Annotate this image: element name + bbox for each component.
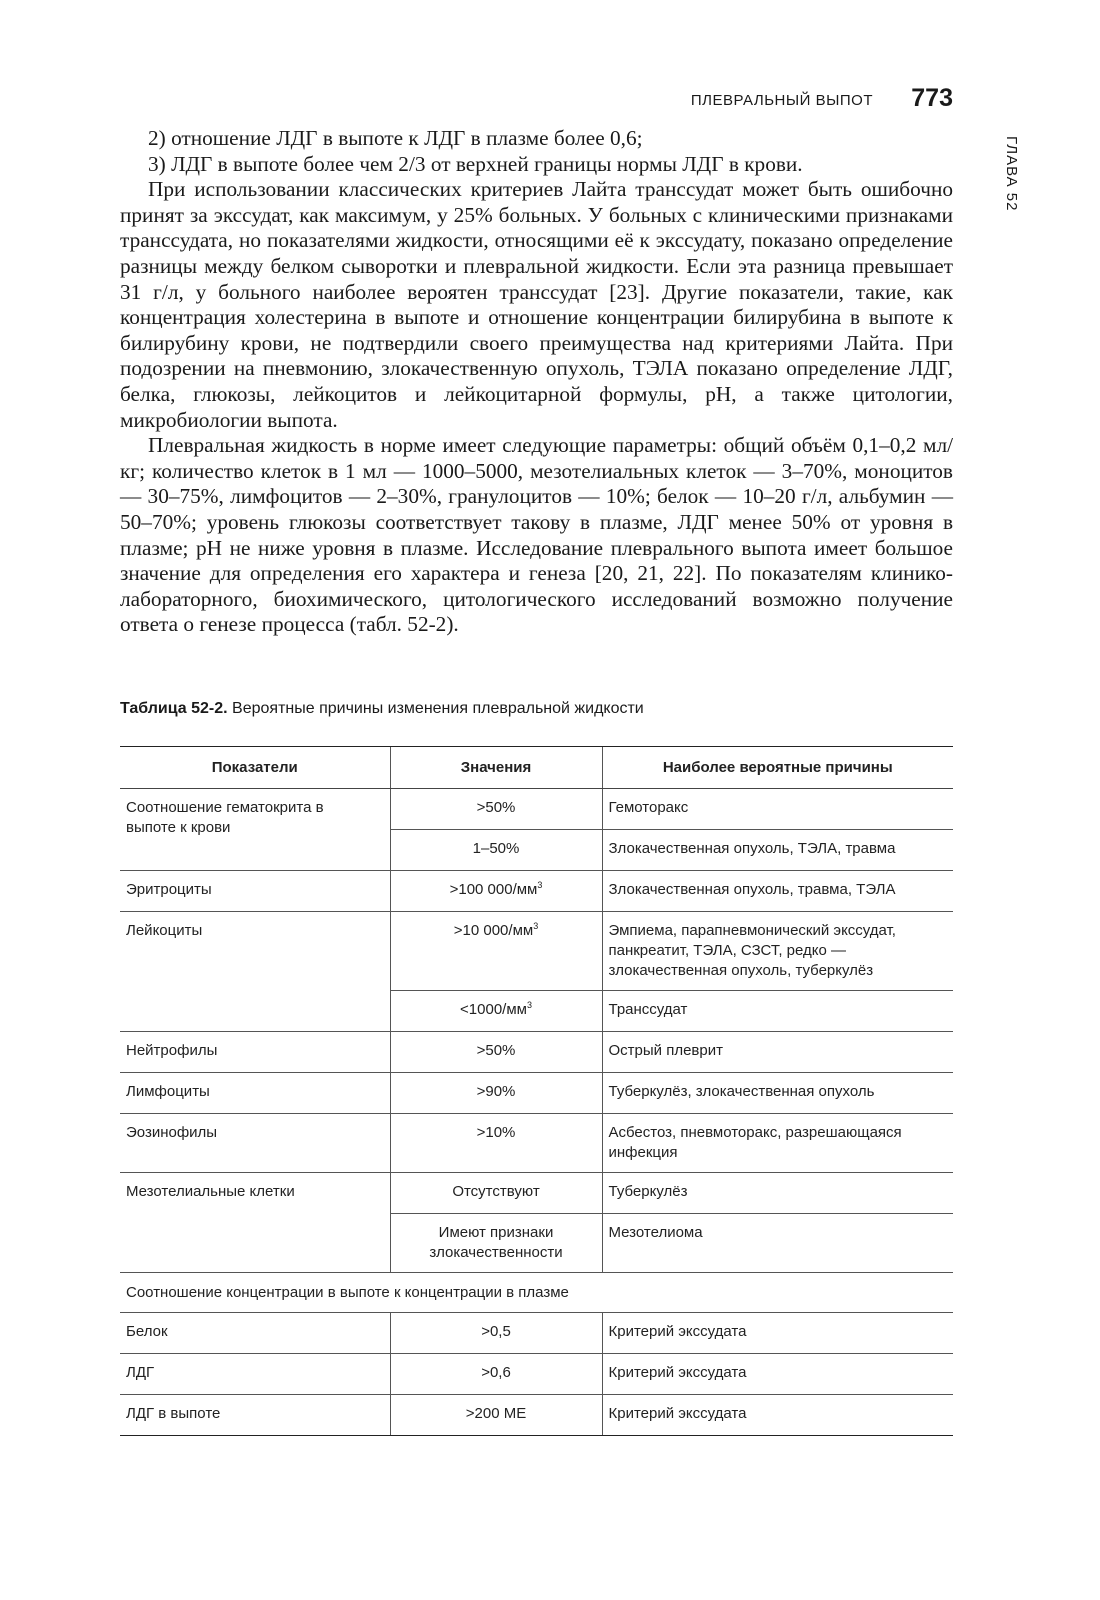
value-text: <1000/мм	[460, 1001, 527, 1018]
cell-value: 1–50%	[390, 830, 602, 871]
cell-indicator: Эритроциты	[120, 871, 390, 912]
cell-value: >200 МЕ	[390, 1395, 602, 1436]
table-row	[120, 1395, 953, 1436]
cell-cause: Асбестоз, пневмоторакс, разрешающаяся инфекция	[602, 1114, 953, 1173]
cell-cause: Гемоторакс	[602, 789, 953, 830]
table-row	[120, 1313, 953, 1354]
table-caption-text: Вероятные причины изменения плевральной жидкости	[227, 700, 644, 717]
section-heading: Соотношение концентрации в выпоте к концентрации в плазме	[120, 1273, 953, 1313]
cell-indicator: Мезотелиальные клетки	[120, 1173, 390, 1273]
cell-value: >90%	[390, 1073, 602, 1114]
column-header-causes: Наиболее вероятные причины	[602, 747, 953, 789]
value-text: >100 000/мм	[449, 881, 538, 898]
cell-cause: Критерий экссудата	[602, 1313, 953, 1354]
column-header-values: Значения	[390, 747, 602, 789]
cell-indicator: Лейкоциты	[120, 912, 390, 1032]
chapter-side-tab: ГЛАВА 52	[1003, 136, 1020, 212]
cell-cause: Туберкулёз, злокачественная опухоль	[602, 1073, 953, 1114]
cell-indicator: Соотношение гематокрита в выпоте к крови	[120, 789, 390, 871]
cell-indicator: Нейтрофилы	[120, 1032, 390, 1073]
table-caption	[120, 700, 644, 718]
cell-value: Отсутствуют	[390, 1173, 602, 1214]
cell-value	[390, 871, 602, 912]
superscript: 3	[533, 921, 539, 931]
pleural-fluid-table	[120, 746, 953, 1436]
running-header-title: ПЛЕВРАЛЬНЫЙ ВЫПОТ	[690, 92, 873, 109]
running-header	[0, 82, 953, 122]
table-row	[120, 1032, 953, 1073]
cell-cause: Злокачественная опухоль, ТЭЛА, травма	[602, 830, 953, 871]
cell-value: >50%	[390, 789, 602, 830]
superscript: 3	[526, 1000, 532, 1010]
cell-cause: Злокачественная опухоль, травма, ТЭЛА	[602, 871, 953, 912]
cell-indicator: Белок	[120, 1313, 390, 1354]
page-number: 773	[911, 84, 953, 112]
cell-indicator: ЛДГ в выпоте	[120, 1395, 390, 1436]
table-row	[120, 1073, 953, 1114]
cell-value: >0,6	[390, 1354, 602, 1395]
cell-cause: Транссудат	[602, 991, 953, 1032]
cell-indicator: Эозинофилы	[120, 1114, 390, 1173]
cell-indicator: ЛДГ	[120, 1354, 390, 1395]
cell-value: Имеют признаки злокачественности	[390, 1214, 602, 1273]
superscript: 3	[537, 880, 543, 890]
column-header-indicators: Показатели	[120, 747, 390, 789]
table-header-row	[120, 747, 953, 789]
list-item-2: 2) отношение ЛДГ в выпоте к ЛДГ в плазме более 0,6;	[148, 126, 643, 150]
cell-cause: Мезотелиома	[602, 1214, 953, 1273]
table-row	[120, 871, 953, 912]
cell-value: >50%	[390, 1032, 602, 1073]
table-section-row	[120, 1273, 953, 1313]
table-caption-number: Таблица 52-2.	[120, 700, 228, 717]
table-row	[120, 912, 953, 991]
cell-cause: Критерий экссудата	[602, 1395, 953, 1436]
table-row	[120, 1173, 953, 1214]
paragraph-light-criteria: При использовании классических критериев Лайта транссудат может быть ошибочно принят за экссудат, как максимум, у 25% больных. У больных с клиническими признаками транссудата, но показателями жидкости, относящими её к экссудату, показано определение разницы между белком сыворотки и плевральной жидкости. Если эта разница превышает 31 г/л, у больного наиболее вероятен транссудат [23]. Другие показатели, такие, как концентрация холестерина в выпоте и отношение концентрации билирубина в выпоте к билирубину крови, не подтвердили своего преимущества над критериями Лайта. При подозрении на пневмонию, злокачественную опухоль, ТЭЛА показано определение ЛДГ, белка, глюкозы, лейкоцитов и лейкоцитарной формулы, рН, а также цитологии, микробиологии выпота.	[120, 177, 953, 432]
cell-cause: Эмпиема, парапневмонический экссудат, панкреатит, ТЭЛА, СЗСТ, редко — злокачественная опухоль, туберкулёз	[602, 912, 953, 991]
cell-cause: Критерий экссудата	[602, 1354, 953, 1395]
cell-cause: Туберкулёз	[602, 1173, 953, 1214]
list-item-3: 3) ЛДГ в выпоте более чем 2/3 от верхней границы нормы ЛДГ в крови.	[148, 151, 803, 176]
table-row	[120, 1114, 953, 1173]
value-text: >10 000/мм	[453, 922, 534, 939]
table-row	[120, 789, 953, 830]
cell-value	[390, 991, 602, 1032]
body-text	[120, 126, 953, 638]
paragraph-normal-parameters: Плевральная жидкость в норме имеет следующие параметры: общий объём 0,1–0,2 мл/кг; количество клеток в 1 мл — 1000–5000, мезотелиальных клеток — 3–70%, моноцитов — 30–75%, лимфоцитов — 2–30%, гранулоцитов — 10%; белок — 10–20 г/л, альбумин — 50–70%; уровень глюкозы соответствует такову в плазме, ЛДГ менее 50% от уровня в плазме; рН не ниже уровня в плазме. Исследование плеврального выпота имеет большое значение для определения его характера и генеза [20, 21, 22]. По показателям клинико-лабораторного, биохимического, цитологического исследований возможно получение ответа о генезе процесса (табл. 52-2).	[120, 433, 953, 637]
cell-value	[390, 912, 602, 991]
cell-value: >10%	[390, 1114, 602, 1173]
cell-value: >0,5	[390, 1313, 602, 1354]
cell-indicator: Лимфоциты	[120, 1073, 390, 1114]
cell-cause: Острый плеврит	[602, 1032, 953, 1073]
table-row	[120, 1354, 953, 1395]
